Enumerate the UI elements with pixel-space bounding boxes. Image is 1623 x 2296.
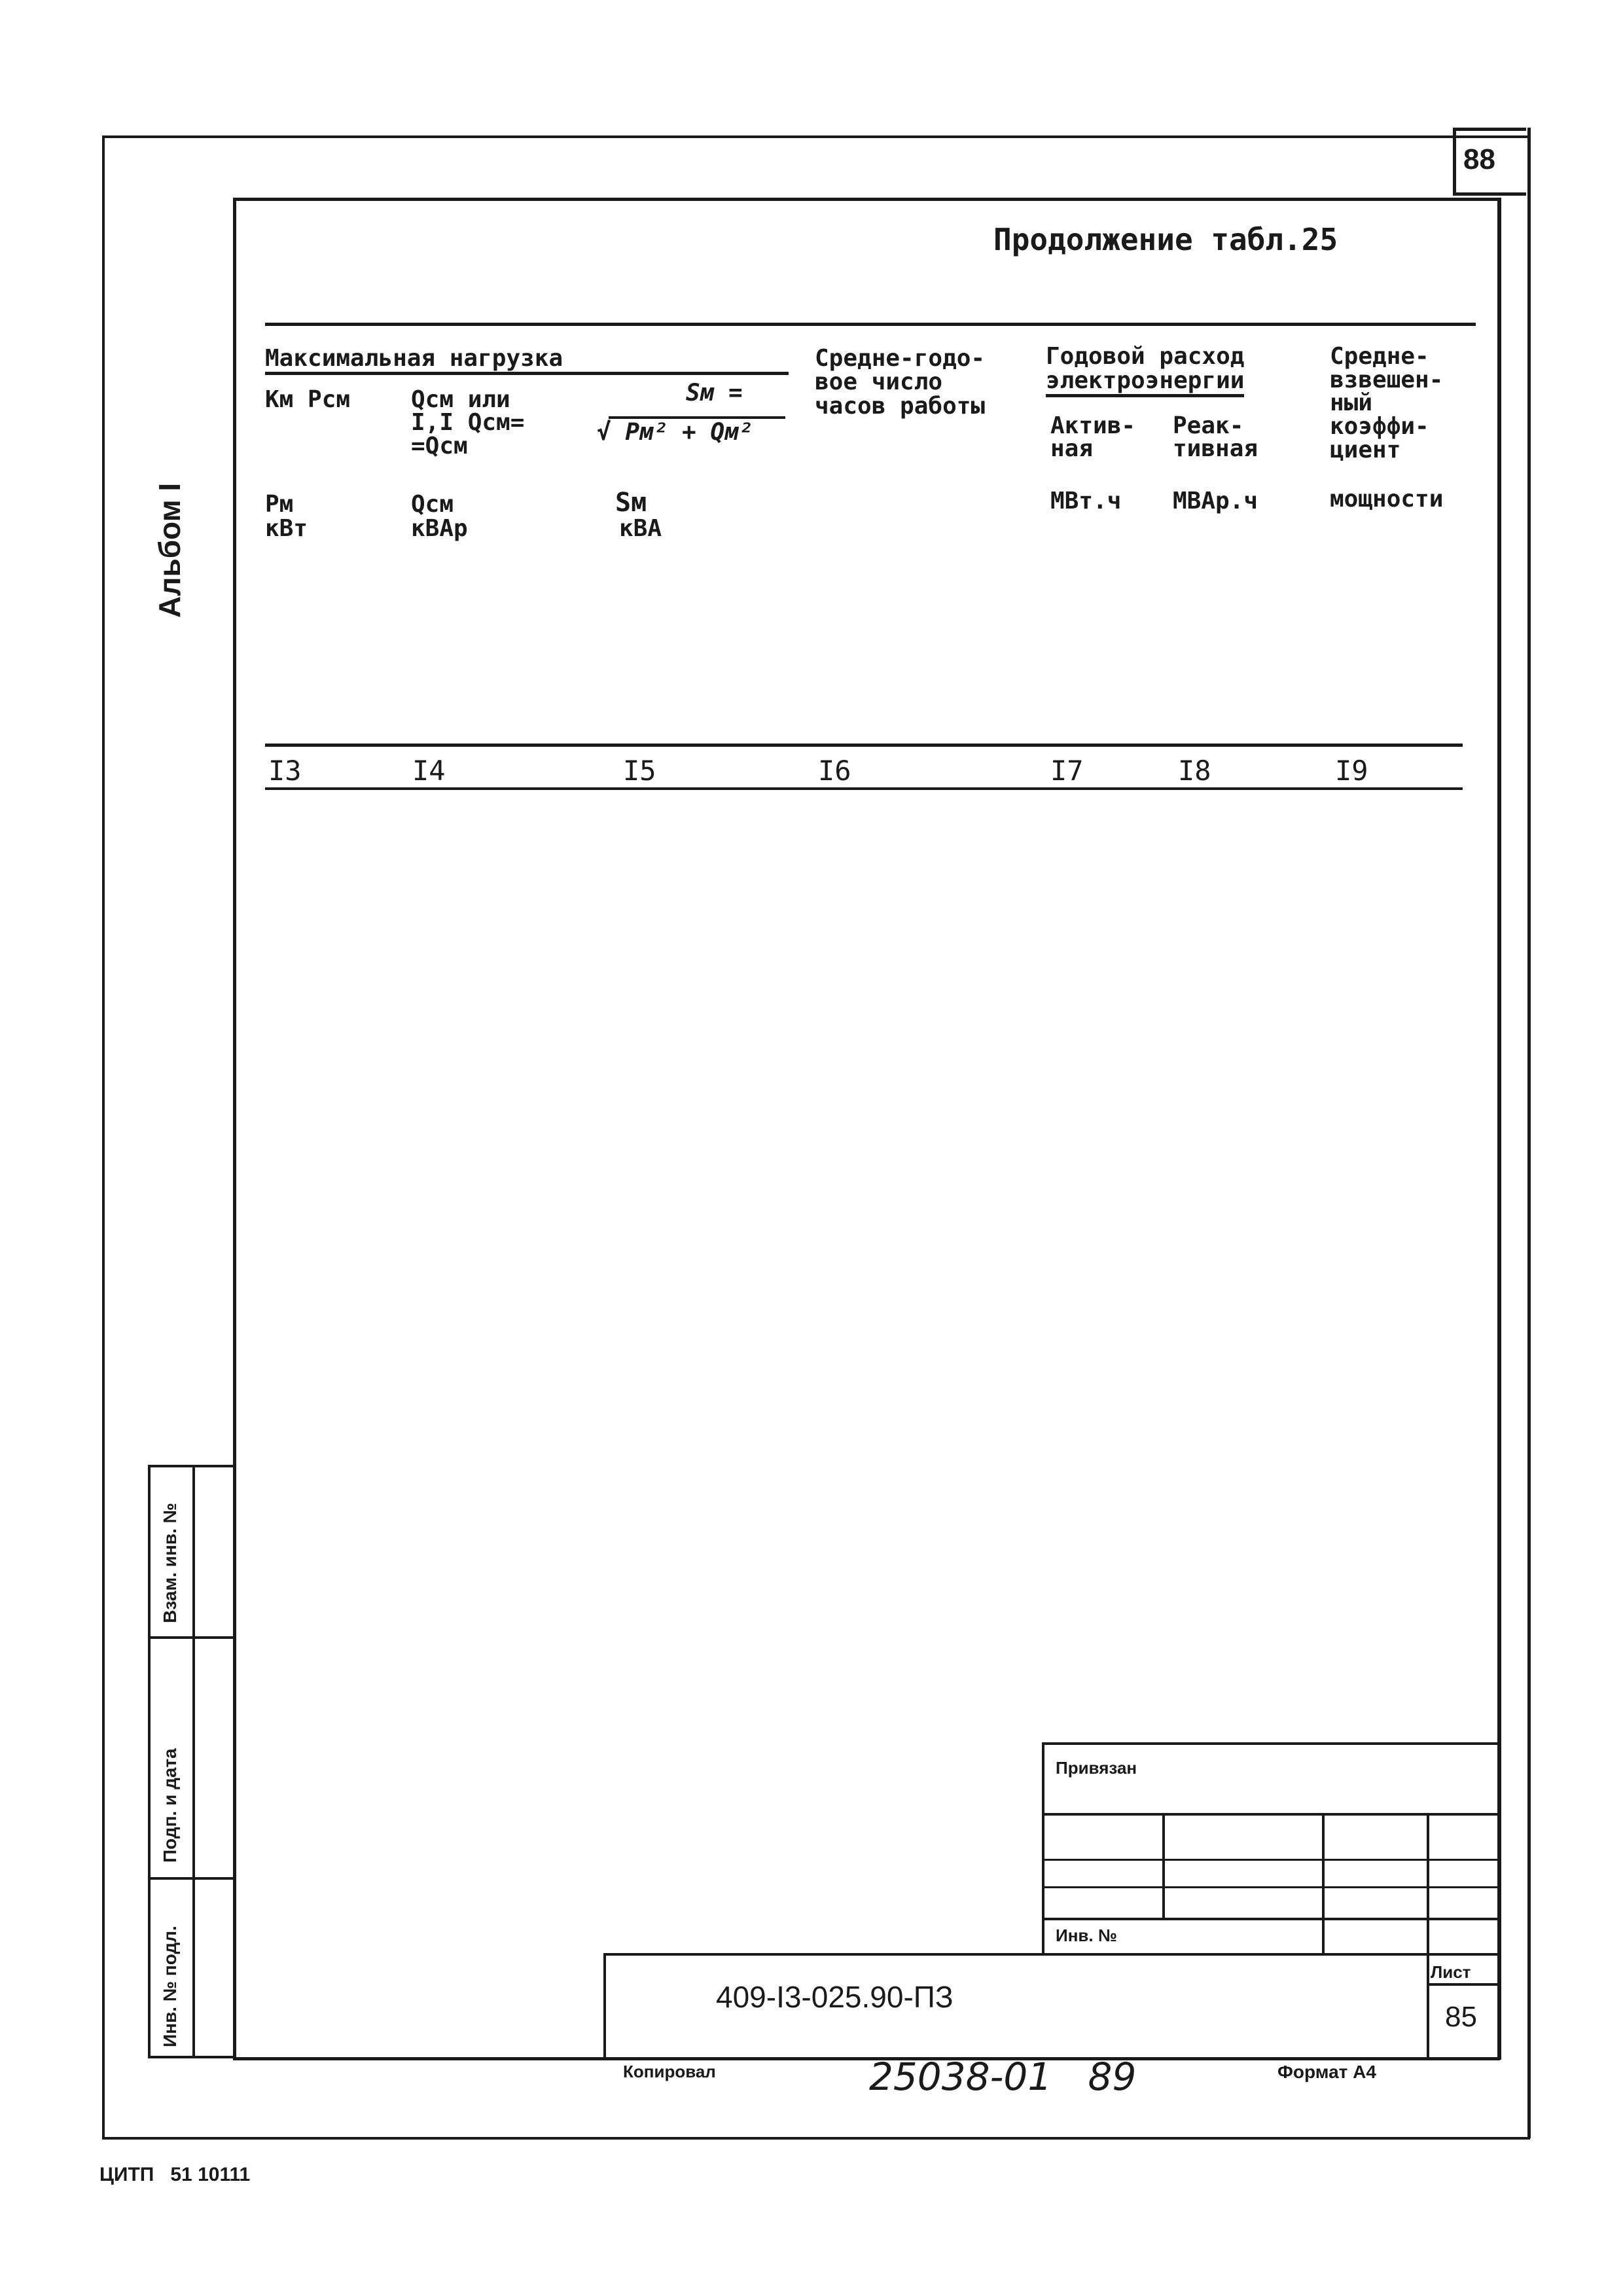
- qcm-symbol: Qсм: [411, 491, 454, 518]
- max-load-header: Максимальная нагрузка: [265, 347, 789, 375]
- qcm-label-line2: I,I Qсм=: [411, 409, 525, 436]
- kopiroval-label: Копировал: [623, 2062, 716, 2081]
- qcm-unit: кВАр: [411, 515, 468, 542]
- inner-frame-top: [234, 198, 1500, 201]
- format-label: Формат А4: [1277, 2062, 1376, 2082]
- sheet-number: 85: [1445, 2001, 1477, 2033]
- pm-symbol: Рм: [265, 491, 294, 518]
- km-pcm-label: Км Рсм: [265, 386, 351, 413]
- side-stamp-vzam-inv: Взам. инв. №: [160, 1503, 180, 1623]
- page-number: 88: [1463, 143, 1495, 175]
- table-top-rule: [265, 323, 1476, 326]
- pm-unit: кВт: [265, 515, 308, 542]
- side-stamp-divider-1: [148, 1636, 234, 1639]
- energy-header-line2: электроэнергии: [1046, 369, 1244, 397]
- column-number-19: I9: [1335, 755, 1368, 787]
- qcm-label-line3: =Qсм: [411, 433, 468, 459]
- active-header-line2: ная: [1050, 435, 1094, 462]
- pf-header-line6: мощности: [1330, 486, 1444, 512]
- attached-row-1: [1042, 1813, 1500, 1816]
- qcm-label-line1: Qсм или: [411, 386, 510, 413]
- reactive-unit: МВАр.ч: [1173, 488, 1258, 514]
- side-stamp-inv-podl: Инв. № подл.: [160, 1926, 180, 2047]
- sheet-cell-divider: [1427, 1953, 1429, 2059]
- outer-frame-top: [102, 135, 1530, 138]
- reactive-header-line1: Реак-: [1173, 412, 1244, 439]
- active-header-line1: Актив-: [1050, 412, 1136, 439]
- reactive-header-line2: тивная: [1173, 435, 1258, 462]
- inv-no-label: Инв. №: [1056, 1926, 1117, 1945]
- attached-col-2: [1322, 1813, 1325, 1956]
- attached-col-1: [1162, 1813, 1165, 1918]
- document-code: 409-I3-025.90-ПЗ: [716, 1980, 954, 2014]
- column-number-13: I3: [268, 755, 302, 787]
- side-stamp-divider-column: [192, 1465, 195, 2058]
- sm-symbol: Sм: [615, 488, 647, 518]
- hours-header-line2: вое число: [815, 368, 943, 395]
- energy-header-line1: Годовой расход: [1046, 343, 1245, 370]
- privyazan-label: Привязан: [1056, 1758, 1137, 1778]
- outer-frame-bottom: [102, 2137, 1530, 2140]
- sm-unit: кВА: [619, 515, 662, 542]
- column-number-15: I5: [623, 755, 656, 787]
- pf-header-line2: взвешен-: [1330, 367, 1444, 393]
- pf-header-line4: коэффи-: [1330, 413, 1429, 440]
- side-stamp-divider-2: [148, 1877, 234, 1880]
- sheet-label-divider: [1427, 1983, 1500, 1986]
- attached-row-2: [1042, 1859, 1500, 1861]
- printer-code: ЦИТП 51 10111: [99, 2164, 251, 2185]
- column-number-17: I7: [1050, 755, 1084, 787]
- continuation-title: Продолжение табл.25: [993, 222, 1338, 257]
- column-number-18: I8: [1178, 755, 1211, 787]
- pf-header-line1: Средне-: [1330, 343, 1429, 370]
- attached-col-3: [1427, 1813, 1429, 1956]
- hours-header-line1: Средне-годо-: [815, 345, 986, 372]
- sm-formula-lhs: Sм =: [686, 380, 743, 406]
- column-number-14: I4: [412, 755, 446, 787]
- attached-row-3: [1042, 1886, 1500, 1888]
- hours-header-line3: часов работы: [815, 393, 986, 420]
- pf-header-line3: ный: [1330, 389, 1373, 416]
- pf-header-line5: циент: [1330, 437, 1401, 463]
- album-label: Альбом I: [152, 482, 187, 618]
- column-number-16: I6: [818, 755, 851, 787]
- sheet-label: Лист: [1431, 1962, 1471, 1982]
- handwritten-code: 25038-01 89: [869, 2054, 1137, 2099]
- attached-row-4: [1042, 1918, 1500, 1920]
- sm-formula-rhs: √ Pм² + Qм²: [597, 419, 753, 446]
- outer-frame-right: [1527, 128, 1531, 2138]
- outer-frame-left: [102, 135, 105, 2140]
- active-unit: МВт.ч: [1050, 488, 1122, 514]
- side-stamp-podp-data: Подп. и дата: [160, 1748, 180, 1863]
- numbers-bottom-rule: [265, 787, 1463, 790]
- header-bottom-rule: [265, 744, 1463, 747]
